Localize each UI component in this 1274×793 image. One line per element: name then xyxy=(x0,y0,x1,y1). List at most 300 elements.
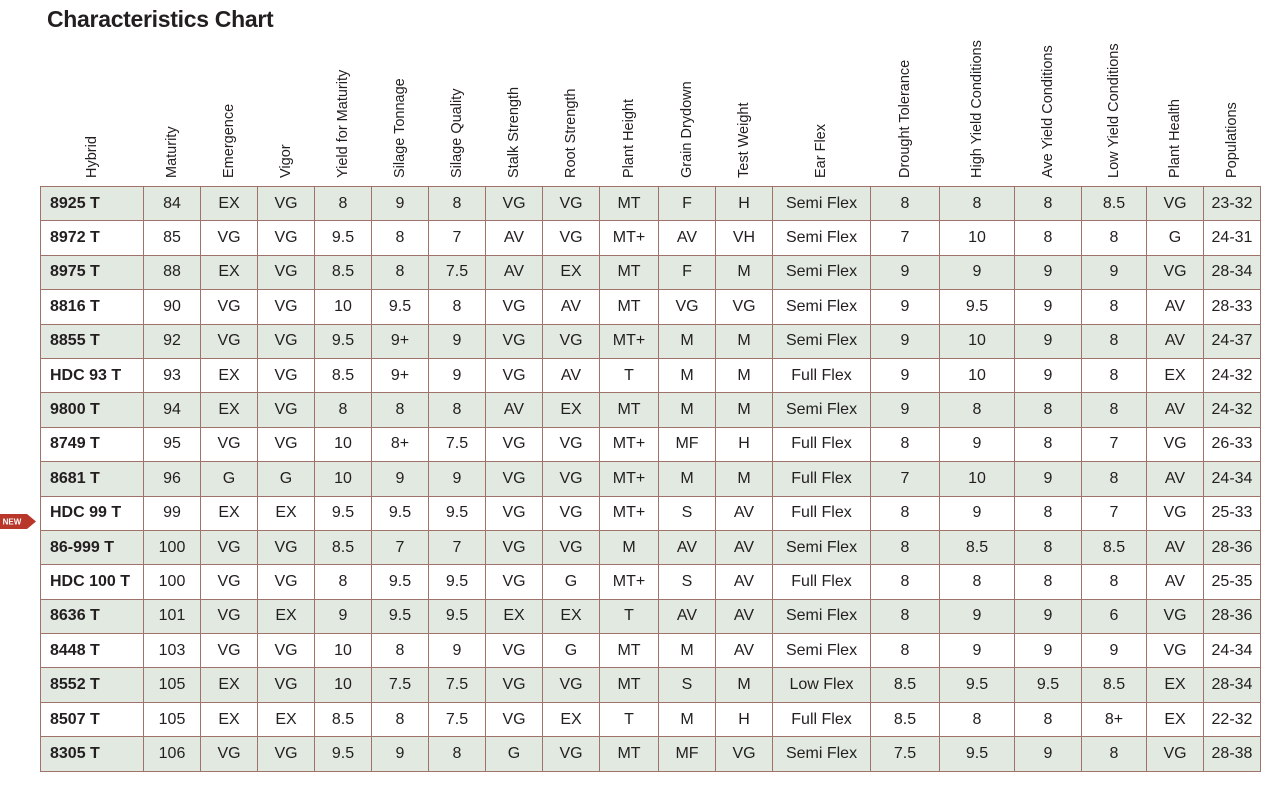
cell-vigor: VG xyxy=(258,530,315,564)
cell-ave-yield-conditions: 9.5 xyxy=(1015,668,1082,702)
cell-low-yield-conditions: 8.5 xyxy=(1082,668,1147,702)
column-header-drought-tolerance xyxy=(870,0,939,186)
cell-high-yield-conditions: 9.5 xyxy=(940,290,1015,324)
hybrid-cell: 8552 T xyxy=(41,668,144,702)
cell-ear-flex: Full Flex xyxy=(773,358,871,392)
cell-low-yield-conditions: 8 xyxy=(1082,393,1147,427)
cell-ear-flex: Semi Flex xyxy=(773,530,871,564)
cell-maturity: 106 xyxy=(144,737,201,771)
cell-silage-tonnage: 8+ xyxy=(372,427,429,461)
cell-emergence: EX xyxy=(201,187,258,221)
cell-silage-quality: 9.5 xyxy=(429,565,486,599)
cell-silage-tonnage: 7 xyxy=(372,530,429,564)
cell-silage-tonnage: 8 xyxy=(372,221,429,255)
cell-emergence: VG xyxy=(201,427,258,461)
cell-plant-health: VG xyxy=(1147,427,1204,461)
cell-yield-for-maturity: 10 xyxy=(315,427,372,461)
hybrid-cell: 8816 T xyxy=(41,290,144,324)
cell-populations: 24-32 xyxy=(1204,393,1261,427)
cell-drought-tolerance: 8 xyxy=(871,634,940,668)
cell-high-yield-conditions: 8 xyxy=(940,565,1015,599)
cell-yield-for-maturity: 8.5 xyxy=(315,358,372,392)
cell-yield-for-maturity: 9.5 xyxy=(315,737,372,771)
cell-root-strength: VG xyxy=(543,462,600,496)
cell-high-yield-conditions: 8 xyxy=(940,702,1015,736)
cell-grain-drydown: F xyxy=(659,187,716,221)
cell-plant-height: T xyxy=(600,599,659,633)
cell-populations: 24-32 xyxy=(1204,358,1261,392)
cell-low-yield-conditions: 7 xyxy=(1082,427,1147,461)
column-header-populations xyxy=(1203,0,1260,186)
cell-drought-tolerance: 9 xyxy=(871,358,940,392)
cell-grain-drydown: M xyxy=(659,358,716,392)
column-header-label: Stalk Strength xyxy=(505,86,522,178)
cell-root-strength: VG xyxy=(543,324,600,358)
cell-emergence: G xyxy=(201,462,258,496)
cell-plant-height: MT+ xyxy=(600,462,659,496)
cell-emergence: VG xyxy=(201,599,258,633)
column-header-plant-health xyxy=(1146,0,1203,186)
table-row xyxy=(41,324,1261,358)
cell-emergence: EX xyxy=(201,668,258,702)
cell-emergence: VG xyxy=(201,290,258,324)
cell-drought-tolerance: 7.5 xyxy=(871,737,940,771)
cell-drought-tolerance: 8 xyxy=(871,565,940,599)
cell-ave-yield-conditions: 8 xyxy=(1015,221,1082,255)
cell-low-yield-conditions: 8 xyxy=(1082,290,1147,324)
cell-ave-yield-conditions: 8 xyxy=(1015,702,1082,736)
column-header-maturity xyxy=(143,0,200,186)
cell-stalk-strength: VG xyxy=(486,634,543,668)
cell-ear-flex: Low Flex xyxy=(773,668,871,702)
cell-ave-yield-conditions: 9 xyxy=(1015,255,1082,289)
cell-high-yield-conditions: 8.5 xyxy=(940,530,1015,564)
cell-plant-health: VG xyxy=(1147,255,1204,289)
cell-drought-tolerance: 9 xyxy=(871,255,940,289)
cell-drought-tolerance: 9 xyxy=(871,324,940,358)
cell-emergence: EX xyxy=(201,393,258,427)
cell-root-strength: VG xyxy=(543,427,600,461)
column-header-label: Populations xyxy=(1223,102,1240,178)
cell-stalk-strength: VG xyxy=(486,290,543,324)
hybrid-cell: 8636 T xyxy=(41,599,144,633)
column-header-label: High Yield Conditions xyxy=(968,40,985,178)
column-header-silage-tonnage xyxy=(371,0,428,186)
cell-maturity: 105 xyxy=(144,702,201,736)
cell-ave-yield-conditions: 9 xyxy=(1015,290,1082,324)
cell-drought-tolerance: 9 xyxy=(871,393,940,427)
cell-stalk-strength: VG xyxy=(486,565,543,599)
cell-vigor: EX xyxy=(258,599,315,633)
cell-maturity: 85 xyxy=(144,221,201,255)
cell-root-strength: VG xyxy=(543,737,600,771)
cell-drought-tolerance: 8.5 xyxy=(871,668,940,702)
table-row xyxy=(41,565,1261,599)
cell-drought-tolerance: 7 xyxy=(871,462,940,496)
cell-grain-drydown: AV xyxy=(659,530,716,564)
hybrid-cell: 8749 T xyxy=(41,427,144,461)
table-row xyxy=(41,702,1261,736)
cell-ave-yield-conditions: 8 xyxy=(1015,187,1082,221)
cell-test-weight: H xyxy=(716,702,773,736)
column-header-low-yield-conditions xyxy=(1081,0,1146,186)
cell-low-yield-conditions: 8.5 xyxy=(1082,187,1147,221)
cell-test-weight: M xyxy=(716,324,773,358)
cell-root-strength: AV xyxy=(543,290,600,324)
cell-drought-tolerance: 9 xyxy=(871,290,940,324)
cell-ave-yield-conditions: 9 xyxy=(1015,737,1082,771)
cell-emergence: VG xyxy=(201,221,258,255)
cell-high-yield-conditions: 10 xyxy=(940,324,1015,358)
cell-emergence: VG xyxy=(201,565,258,599)
hybrid-cell: 8681 T xyxy=(41,462,144,496)
cell-ave-yield-conditions: 8 xyxy=(1015,530,1082,564)
column-header-label: Drought Tolerance xyxy=(896,59,913,178)
cell-grain-drydown: MF xyxy=(659,737,716,771)
table-row xyxy=(41,634,1261,668)
cell-emergence: VG xyxy=(201,324,258,358)
cell-silage-tonnage: 9 xyxy=(372,462,429,496)
cell-ave-yield-conditions: 8 xyxy=(1015,496,1082,530)
cell-plant-health: AV xyxy=(1147,530,1204,564)
cell-yield-for-maturity: 8.5 xyxy=(315,702,372,736)
cell-maturity: 92 xyxy=(144,324,201,358)
cell-plant-health: EX xyxy=(1147,358,1204,392)
column-header-label: Low Yield Conditions xyxy=(1105,43,1122,178)
column-header-label: Silage Tonnage xyxy=(391,78,408,178)
cell-silage-tonnage: 9+ xyxy=(372,358,429,392)
cell-emergence: VG xyxy=(201,634,258,668)
cell-stalk-strength: VG xyxy=(486,702,543,736)
hybrid-cell: 8925 T xyxy=(41,187,144,221)
cell-yield-for-maturity: 10 xyxy=(315,290,372,324)
cell-stalk-strength: EX xyxy=(486,599,543,633)
cell-silage-tonnage: 8 xyxy=(372,702,429,736)
cell-vigor: VG xyxy=(258,290,315,324)
cell-plant-height: MT+ xyxy=(600,221,659,255)
cell-vigor: VG xyxy=(258,565,315,599)
cell-maturity: 93 xyxy=(144,358,201,392)
cell-maturity: 94 xyxy=(144,393,201,427)
cell-maturity: 101 xyxy=(144,599,201,633)
cell-grain-drydown: AV xyxy=(659,221,716,255)
cell-root-strength: EX xyxy=(543,393,600,427)
cell-yield-for-maturity: 9.5 xyxy=(315,496,372,530)
cell-plant-health: VG xyxy=(1147,634,1204,668)
cell-grain-drydown: MF xyxy=(659,427,716,461)
cell-grain-drydown: S xyxy=(659,565,716,599)
cell-vigor: VG xyxy=(258,668,315,702)
cell-populations: 25-35 xyxy=(1204,565,1261,599)
cell-ave-yield-conditions: 8 xyxy=(1015,565,1082,599)
hybrid-cell: 8448 T xyxy=(41,634,144,668)
cell-populations: 25-33 xyxy=(1204,496,1261,530)
cell-high-yield-conditions: 9.5 xyxy=(940,668,1015,702)
hybrid-cell: 8972 T xyxy=(41,221,144,255)
cell-silage-tonnage: 9 xyxy=(372,187,429,221)
cell-maturity: 100 xyxy=(144,530,201,564)
cell-populations: 28-38 xyxy=(1204,737,1261,771)
cell-populations: 26-33 xyxy=(1204,427,1261,461)
cell-vigor: VG xyxy=(258,634,315,668)
cell-test-weight: H xyxy=(716,427,773,461)
cell-test-weight: AV xyxy=(716,530,773,564)
cell-test-weight: M xyxy=(716,255,773,289)
column-header-label: Test Weight xyxy=(735,102,752,178)
column-header-hybrid xyxy=(40,0,143,186)
cell-yield-for-maturity: 8.5 xyxy=(315,255,372,289)
cell-silage-quality: 7 xyxy=(429,530,486,564)
cell-high-yield-conditions: 9.5 xyxy=(940,737,1015,771)
cell-silage-quality: 8 xyxy=(429,393,486,427)
cell-root-strength: VG xyxy=(543,668,600,702)
cell-vigor: VG xyxy=(258,393,315,427)
cell-vigor: VG xyxy=(258,427,315,461)
column-header-label: Grain Drydown xyxy=(678,81,695,178)
cell-test-weight: VH xyxy=(716,221,773,255)
cell-silage-tonnage: 8 xyxy=(372,255,429,289)
cell-high-yield-conditions: 9 xyxy=(940,427,1015,461)
cell-vigor: VG xyxy=(258,221,315,255)
table-row xyxy=(41,290,1261,324)
cell-test-weight: M xyxy=(716,358,773,392)
column-header-label: Yield for Maturity xyxy=(334,69,351,178)
cell-grain-drydown: AV xyxy=(659,599,716,633)
cell-plant-health: EX xyxy=(1147,702,1204,736)
cell-high-yield-conditions: 8 xyxy=(940,187,1015,221)
cell-silage-quality: 7.5 xyxy=(429,668,486,702)
column-header-label: Hybrid xyxy=(83,136,100,178)
cell-ear-flex: Semi Flex xyxy=(773,221,871,255)
cell-root-strength: AV xyxy=(543,358,600,392)
cell-maturity: 84 xyxy=(144,187,201,221)
cell-yield-for-maturity: 8 xyxy=(315,187,372,221)
column-header-label: Ave Yield Conditions xyxy=(1039,45,1056,178)
cell-silage-tonnage: 8 xyxy=(372,393,429,427)
column-header-test-weight xyxy=(715,0,772,186)
cell-silage-quality: 7.5 xyxy=(429,255,486,289)
cell-vigor: G xyxy=(258,462,315,496)
cell-maturity: 88 xyxy=(144,255,201,289)
cell-ave-yield-conditions: 9 xyxy=(1015,599,1082,633)
cell-ear-flex: Full Flex xyxy=(773,565,871,599)
cell-plant-height: MT xyxy=(600,187,659,221)
column-header-label: Ear Flex xyxy=(813,124,829,178)
cell-populations: 28-34 xyxy=(1204,668,1261,702)
column-header-label: Plant Height xyxy=(620,99,637,178)
cell-stalk-strength: VG xyxy=(486,427,543,461)
cell-drought-tolerance: 8.5 xyxy=(871,702,940,736)
hybrid-cell: 86-999 T xyxy=(41,530,144,564)
cell-vigor: EX xyxy=(258,496,315,530)
cell-grain-drydown: M xyxy=(659,462,716,496)
cell-plant-health: AV xyxy=(1147,462,1204,496)
cell-root-strength: G xyxy=(543,634,600,668)
cell-silage-quality: 9.5 xyxy=(429,496,486,530)
cell-stalk-strength: AV xyxy=(486,255,543,289)
cell-stalk-strength: VG xyxy=(486,324,543,358)
column-header-label: Emergence xyxy=(220,103,237,178)
cell-maturity: 105 xyxy=(144,668,201,702)
cell-plant-height: MT+ xyxy=(600,496,659,530)
table-row xyxy=(41,668,1261,702)
hybrid-cell: 8305 T xyxy=(41,737,144,771)
cell-plant-height: MT xyxy=(600,668,659,702)
cell-low-yield-conditions: 8 xyxy=(1082,737,1147,771)
cell-maturity: 90 xyxy=(144,290,201,324)
cell-yield-for-maturity: 10 xyxy=(315,462,372,496)
cell-low-yield-conditions: 9 xyxy=(1082,634,1147,668)
cell-stalk-strength: AV xyxy=(486,393,543,427)
cell-vigor: VG xyxy=(258,255,315,289)
cell-grain-drydown: S xyxy=(659,668,716,702)
cell-plant-height: T xyxy=(600,358,659,392)
cell-high-yield-conditions: 9 xyxy=(940,255,1015,289)
cell-maturity: 96 xyxy=(144,462,201,496)
cell-drought-tolerance: 8 xyxy=(871,427,940,461)
cell-plant-height: T xyxy=(600,702,659,736)
cell-plant-height: M xyxy=(600,530,659,564)
cell-high-yield-conditions: 9 xyxy=(940,496,1015,530)
cell-high-yield-conditions: 9 xyxy=(940,634,1015,668)
table-row xyxy=(41,393,1261,427)
table-row xyxy=(41,496,1261,530)
hybrid-cell: 8507 T xyxy=(41,702,144,736)
column-header-high-yield-conditions xyxy=(939,0,1014,186)
cell-ave-yield-conditions: 9 xyxy=(1015,358,1082,392)
cell-stalk-strength: VG xyxy=(486,358,543,392)
cell-plant-height: MT xyxy=(600,737,659,771)
cell-root-strength: VG xyxy=(543,221,600,255)
cell-low-yield-conditions: 8 xyxy=(1082,565,1147,599)
cell-plant-height: MT+ xyxy=(600,427,659,461)
cell-silage-tonnage: 9.5 xyxy=(372,565,429,599)
table-row xyxy=(41,462,1261,496)
cell-yield-for-maturity: 8.5 xyxy=(315,530,372,564)
cell-test-weight: AV xyxy=(716,565,773,599)
page-title: Characteristics Chart xyxy=(47,6,274,32)
cell-ave-yield-conditions: 9 xyxy=(1015,634,1082,668)
cell-test-weight: AV xyxy=(716,634,773,668)
cell-root-strength: VG xyxy=(543,187,600,221)
cell-populations: 28-34 xyxy=(1204,255,1261,289)
column-header-silage-quality xyxy=(428,0,485,186)
cell-populations: 28-36 xyxy=(1204,599,1261,633)
cell-vigor: VG xyxy=(258,324,315,358)
cell-plant-health: VG xyxy=(1147,737,1204,771)
cell-ear-flex: Semi Flex xyxy=(773,634,871,668)
cell-root-strength: EX xyxy=(543,599,600,633)
hybrid-cell: 8855 T xyxy=(41,324,144,358)
cell-vigor: VG xyxy=(258,737,315,771)
cell-silage-quality: 8 xyxy=(429,737,486,771)
cell-yield-for-maturity: 8 xyxy=(315,565,372,599)
cell-plant-height: MT+ xyxy=(600,565,659,599)
cell-low-yield-conditions: 6 xyxy=(1082,599,1147,633)
cell-ave-yield-conditions: 8 xyxy=(1015,393,1082,427)
cell-silage-quality: 8 xyxy=(429,290,486,324)
characteristics-table xyxy=(40,186,1261,772)
cell-stalk-strength: VG xyxy=(486,187,543,221)
cell-maturity: 99 xyxy=(144,496,201,530)
cell-populations: 24-37 xyxy=(1204,324,1261,358)
cell-silage-quality: 7 xyxy=(429,221,486,255)
cell-silage-tonnage: 9.5 xyxy=(372,599,429,633)
cell-populations: 24-34 xyxy=(1204,634,1261,668)
cell-stalk-strength: AV xyxy=(486,221,543,255)
table-row xyxy=(41,599,1261,633)
cell-drought-tolerance: 8 xyxy=(871,187,940,221)
cell-maturity: 100 xyxy=(144,565,201,599)
cell-test-weight: H xyxy=(716,187,773,221)
cell-stalk-strength: G xyxy=(486,737,543,771)
cell-low-yield-conditions: 8+ xyxy=(1082,702,1147,736)
cell-low-yield-conditions: 8.5 xyxy=(1082,530,1147,564)
cell-emergence: EX xyxy=(201,358,258,392)
cell-grain-drydown: VG xyxy=(659,290,716,324)
cell-emergence: VG xyxy=(201,530,258,564)
column-header-grain-drydown xyxy=(658,0,715,186)
cell-populations: 23-32 xyxy=(1204,187,1261,221)
cell-silage-quality: 9 xyxy=(429,358,486,392)
cell-yield-for-maturity: 9.5 xyxy=(315,221,372,255)
cell-grain-drydown: M xyxy=(659,393,716,427)
cell-grain-drydown: M xyxy=(659,702,716,736)
cell-drought-tolerance: 8 xyxy=(871,496,940,530)
cell-ear-flex: Semi Flex xyxy=(773,290,871,324)
cell-ear-flex: Semi Flex xyxy=(773,324,871,358)
cell-plant-health: AV xyxy=(1147,290,1204,324)
column-header-label: Plant Health xyxy=(1166,99,1183,178)
cell-plant-health: EX xyxy=(1147,668,1204,702)
cell-grain-drydown: S xyxy=(659,496,716,530)
cell-plant-height: MT xyxy=(600,290,659,324)
cell-silage-quality: 7.5 xyxy=(429,702,486,736)
cell-silage-tonnage: 7.5 xyxy=(372,668,429,702)
cell-high-yield-conditions: 10 xyxy=(940,462,1015,496)
cell-low-yield-conditions: 8 xyxy=(1082,221,1147,255)
hybrid-cell: HDC 93 T xyxy=(41,358,144,392)
cell-root-strength: VG xyxy=(543,496,600,530)
cell-low-yield-conditions: 8 xyxy=(1082,358,1147,392)
cell-populations: 24-34 xyxy=(1204,462,1261,496)
table-row xyxy=(41,737,1261,771)
cell-test-weight: VG xyxy=(716,290,773,324)
cell-ave-yield-conditions: 9 xyxy=(1015,462,1082,496)
cell-test-weight: AV xyxy=(716,599,773,633)
cell-test-weight: M xyxy=(716,462,773,496)
cell-ave-yield-conditions: 9 xyxy=(1015,324,1082,358)
cell-ear-flex: Semi Flex xyxy=(773,187,871,221)
column-header-yield-for-maturity xyxy=(314,0,371,186)
column-header-ear-flex xyxy=(772,0,870,186)
cell-yield-for-maturity: 8 xyxy=(315,393,372,427)
cell-root-strength: VG xyxy=(543,530,600,564)
cell-stalk-strength: VG xyxy=(486,496,543,530)
cell-plant-health: VG xyxy=(1147,599,1204,633)
cell-vigor: VG xyxy=(258,187,315,221)
column-header-label: Vigor xyxy=(277,144,294,178)
cell-plant-height: MT xyxy=(600,634,659,668)
cell-plant-health: AV xyxy=(1147,565,1204,599)
cell-vigor: EX xyxy=(258,702,315,736)
cell-ear-flex: Semi Flex xyxy=(773,737,871,771)
cell-ear-flex: Semi Flex xyxy=(773,255,871,289)
cell-root-strength: G xyxy=(543,565,600,599)
cell-ear-flex: Full Flex xyxy=(773,427,871,461)
table-row xyxy=(41,221,1261,255)
cell-low-yield-conditions: 9 xyxy=(1082,255,1147,289)
